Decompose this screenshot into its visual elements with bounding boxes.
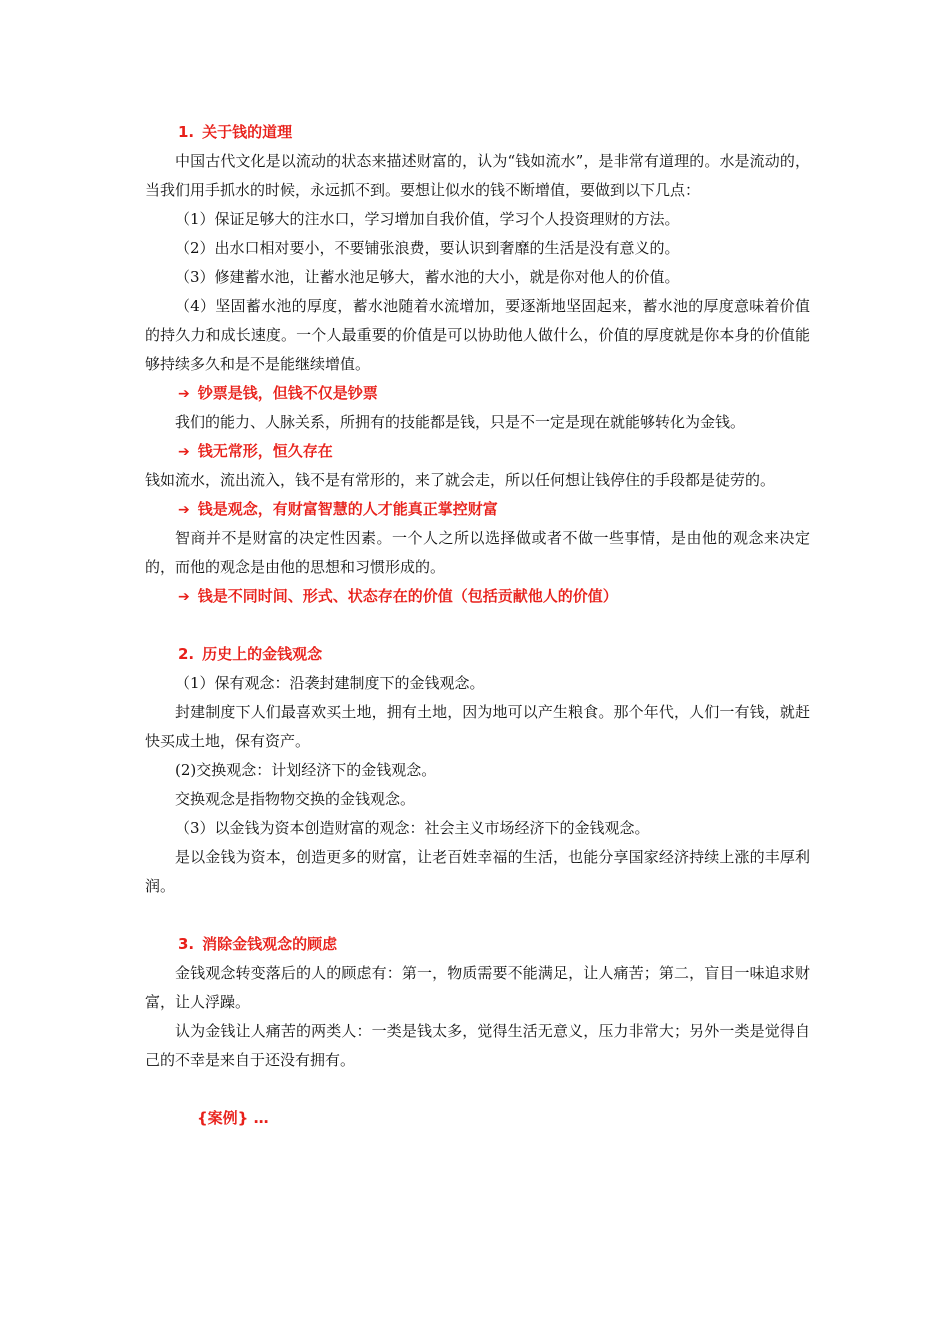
- arrow-1-paragraph: 我们的能力、人脉关系，所拥有的技能都是钱，只是不一定是现在就能够转化为金钱。: [175, 413, 746, 431]
- arrow-heading-3-text: 钱是观念，有财富智慧的人才能真正掌控财富: [197, 500, 498, 518]
- section-2-paragraph-3: (2)交换观念：计划经济下的金钱观念。: [175, 761, 437, 779]
- arrow-heading-2-text: 钱无常形，恒久存在: [197, 442, 333, 460]
- arrow-heading-4-text: 钱是不同时间、形式、状态存在的价值（包括贡献他人的价值）: [197, 587, 618, 605]
- section-gap: [145, 611, 810, 640]
- section-3-heading: [145, 930, 810, 959]
- section-2-paragraph-5: （3）以金钱为资本创造财富的观念：社会主义市场经济下的金钱观念。: [175, 819, 650, 837]
- section-1-intro: 中国古代文化是以流动的状态来描述财富的，认为“钱如流水”，是非常有道理的。水是流动的，当我们用手抓水的时候，永远抓不到。要想让似水的钱不断增值，要做到以下几点：: [145, 152, 810, 199]
- section-1-title: 关于钱的道理: [202, 123, 293, 141]
- section-1-heading: [145, 118, 810, 147]
- section-2-paragraph-2: 封建制度下人们最喜欢买土地，拥有土地，因为地可以产生粮食。那个年代，人们一有钱，就赶快买成土地，保有资产。: [145, 703, 810, 750]
- section-2-heading: [145, 640, 810, 669]
- section-2-title: 历史上的金钱观念: [202, 645, 323, 663]
- section-1-point-4: （4）坚固蓄水池的厚度，蓄水池随着水流增加，要逐渐地坚固起来，蓄水池的厚度意味着价值的持久力和成长速度。一个人最重要的价值是可以协助他人做什么，价值的厚度就是你本身的价值能够持续多久和是不是能继续增值。: [145, 297, 810, 373]
- section-3-title: 消除金钱观念的顾虑: [202, 935, 338, 953]
- section-1-number: 1.: [178, 123, 195, 141]
- arrow-heading-1-text: 钞票是钱，但钱不仅是钞票: [197, 384, 378, 402]
- section-gap: [145, 901, 810, 930]
- section-2-paragraph-4: 交换观念是指物物交换的金钱观念。: [175, 790, 416, 808]
- section-3-number: 3.: [178, 935, 195, 953]
- arrow-3-paragraph: 智商并不是财富的决定性因素。一个人之所以选择做或者不做一些事情，是由他的观念来决定的，而他的观念是由他的思想和习惯形成的。: [145, 529, 810, 576]
- section-2-number: 2.: [178, 645, 195, 663]
- arrow-right-icon: ➔: [178, 589, 190, 605]
- arrow-heading-3: [145, 495, 810, 524]
- arrow-right-icon: ➔: [178, 502, 190, 518]
- arrow-right-icon: ➔: [178, 386, 190, 402]
- section-2-paragraph-6: 是以金钱为资本，创造更多的财富，让老百姓幸福的生活，也能分享国家经济持续上涨的丰厚利润。: [145, 848, 810, 895]
- document-page: [145, 118, 810, 1133]
- section-gap: [145, 1075, 810, 1104]
- arrow-heading-4: [145, 582, 810, 611]
- section-1-point-3: （3）修建蓄水池，让蓄水池足够大，蓄水池的大小，就是你对他人的价值。: [175, 268, 680, 286]
- arrow-2-paragraph: 钱如流水，流出流入，钱不是有常形的，来了就会走，所以任何想让钱停住的手段都是徒劳的。: [145, 471, 776, 489]
- arrow-heading-2: [145, 437, 810, 466]
- case-label: {案例} …: [197, 1109, 269, 1127]
- arrow-right-icon: ➔: [178, 444, 190, 460]
- section-3-paragraph-1: 金钱观念转变落后的人的顾虑有：第一，物质需要不能满足，让人痛苦；第二，盲目一味追求财富，让人浮躁。: [145, 964, 810, 1011]
- section-1-point-2: （2）出水口相对要小，不要铺张浪费，要认识到奢靡的生活是没有意义的。: [175, 239, 680, 257]
- section-3-paragraph-2: 认为金钱让人痛苦的两类人：一类是钱太多，觉得生活无意义，压力非常大；另外一类是觉得自己的不幸是来自于还没有拥有。: [145, 1022, 810, 1069]
- section-2-paragraph-1: （1）保有观念：沿袭封建制度下的金钱观念。: [175, 674, 485, 692]
- arrow-heading-1: [145, 379, 810, 408]
- section-1-point-1: （1）保证足够大的注水口，学习增加自我价值，学习个人投资理财的方法。: [175, 210, 680, 228]
